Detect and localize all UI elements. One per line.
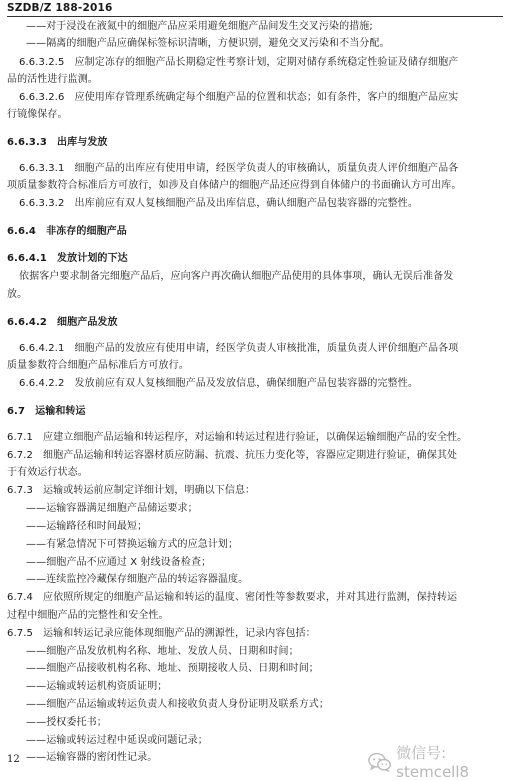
clause-text: 6.7.3 运输或转运前应制定详细计划，明确以下信息： — [7, 485, 256, 496]
paragraph-text: 依据客户要求制备完细胞产品后，应向客户再次确认细胞产品使用的具体事项，确认无误后准备发 — [19, 271, 454, 282]
clause-text: 6.6.3.3.2 出库前应有双人复核细胞产品及出库信息，确认细胞产品包装容器的完整性。 — [19, 198, 418, 209]
section-heading: 6.6.4.1 发放计划的下达 — [7, 253, 128, 264]
list-item: ——细胞产品不应通过 X 射线设备检查； — [26, 557, 212, 568]
page-number: 12 — [7, 754, 20, 765]
watermark-text: 微信号: stemcell8 — [396, 744, 470, 781]
clause-text-cont: 行镜像保存。 — [7, 109, 68, 120]
list-item: ——运输或转运过程中延误或问题记录； — [26, 735, 208, 746]
clause-text-cont: 品的活性进行监测。 — [7, 74, 98, 85]
clause-text: 6.7.2 细胞产品运输和转运容器材质应防漏、抗震、抗压力变化等，容器应定期进行验证，确保其处 — [7, 450, 458, 461]
clause-text: 6.6.3.3.1 细胞产品的出库应有使用申请，经医学负责人的审核确认，质量负责人评价细胞产品各 — [19, 163, 459, 174]
clause-text: 6.7.5 运输和转运记录应能体现细胞产品的溯源性，记录内容包括： — [7, 628, 316, 639]
section-heading: 6.7 运输和转运 — [7, 406, 86, 417]
wechat-icon — [368, 751, 391, 773]
section-heading: 6.6.4 非冻存的细胞产品 — [7, 226, 127, 237]
clause-text-cont: 于有效运行状态。 — [7, 467, 88, 478]
clause-text-cont: 项质量参数符合标准后方可放行，如涉及自体储户的细胞产品还应得到自体储户的书面确认方可出库。 — [7, 180, 462, 191]
clause-text: 6.6.4.2.1 细胞产品的发放应有使用申请，经医学负责人审核批准，质量负责人评价细胞产品各项 — [19, 343, 459, 354]
list-item: ——运输或转运机构资质证明； — [26, 681, 168, 692]
header-rule — [7, 16, 503, 17]
section-heading: 6.6.3.3 出库与发放 — [7, 137, 108, 148]
list-item: ——运输容器的密闭性记录。 — [26, 752, 158, 763]
clause-text: 6.7.1 应建立细胞产品运输和转运程序，对运输和转运过程进行验证，以确保运输细胞产品的安全性。 — [7, 432, 468, 443]
paragraph-text-cont: 放。 — [7, 289, 28, 300]
list-item: ——细胞产品运输或转运负责人和接收负责人身份证明及联系方式； — [26, 699, 329, 710]
list-item: ——细胞产品接收机构名称、地址、预期接收人员、日期和时间； — [26, 663, 319, 674]
clause-text: 6.6.3.2.6 应使用库存管理系统确定每个细胞产品的位置和状态；如有条件，客户的细胞产品应实 — [19, 92, 459, 103]
clause-text-cont: 质量参数符合细胞产品标准后方可放行。 — [7, 360, 189, 371]
watermark — [368, 742, 510, 781]
document-code: SZDB/Z 188-2016 — [7, 2, 113, 14]
clause-text: 6.6.4.2.2 发放前应有双人复核细胞产品及发放信息，确保细胞产品包装容器的完整性。 — [19, 378, 418, 389]
section-heading: 6.6.4.2 细胞产品发放 — [7, 317, 118, 328]
list-item: ——对于浸没在液氮中的细胞产品应采用避免细胞产品间发生交叉污染的措施; — [26, 21, 373, 32]
clause-text: 6.6.3.2.5 应制定冻存的细胞产品长期稳定性考察计划，定期对储存系统稳定性验证及储存细胞产 — [19, 57, 459, 68]
clause-text-cont: 过程中细胞产品的完整性和安全性。 — [7, 610, 169, 621]
list-item: ——运输路径和时间最短； — [26, 521, 148, 532]
list-item: ——授权委托书； — [26, 717, 107, 728]
list-item: ——运输容器满足细胞产品储运要求； — [26, 503, 198, 514]
list-item: ——细胞产品发放机构名称、地址、发放人员、日期和时间； — [26, 646, 299, 657]
list-item: ——连续监控冷藏保存细胞产品的转运容器温度。 — [26, 574, 249, 585]
list-item: ——有紧急情况下可替换运输方式的应急计划； — [26, 539, 239, 550]
list-item: ——隔离的细胞产品应确保标签标识清晰，方便识别，避免交叉污染和不当分配。 — [26, 38, 390, 49]
clause-text: 6.7.4 应依照所规定的细胞产品运输和转运的温度、密闭性等参数要求，并对其进行监测，保持转运 — [7, 592, 458, 603]
